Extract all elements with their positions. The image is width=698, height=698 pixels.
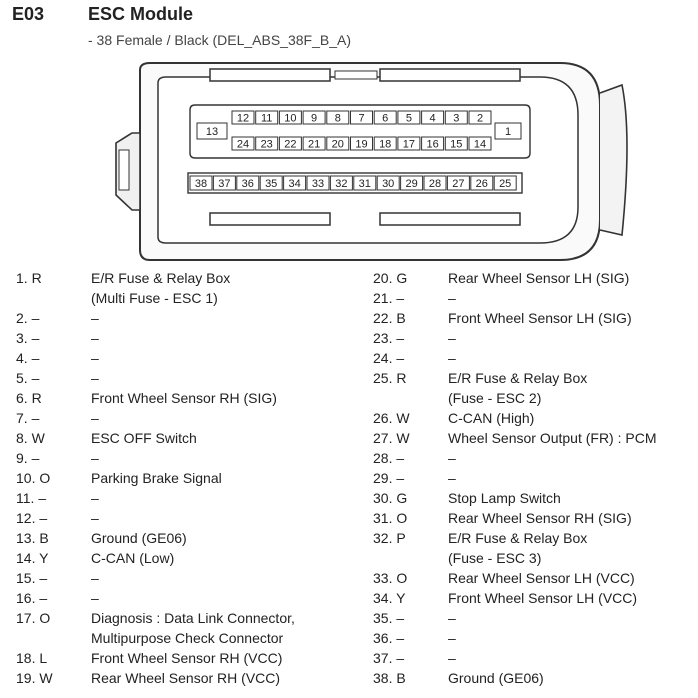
pin-number: 7. – <box>16 410 40 426</box>
pin-26-label: 26 <box>475 178 488 190</box>
pin-number: 13. B <box>16 530 49 546</box>
pin-38-label: 38 <box>194 178 208 190</box>
pin-description: Rear Wheel Sensor RH (SIG) <box>448 510 632 526</box>
pin-2-label: 2 <box>476 112 484 125</box>
right-latch <box>600 85 627 235</box>
pin-number: 36. – <box>373 630 405 646</box>
pin-number: 1. R <box>16 270 42 286</box>
pin-description: – <box>91 370 99 386</box>
pin-number: 22. B <box>373 310 406 326</box>
pin-description: Rear Wheel Sensor LH (SIG) <box>448 270 630 286</box>
pin-3-label: 3 <box>453 112 460 125</box>
pin-number: 24. – <box>373 350 405 366</box>
pin-number: 34. Y <box>373 590 406 606</box>
top-lock-right <box>380 69 520 81</box>
pin-description: – <box>448 630 456 646</box>
pin-number: 4. – <box>16 350 40 366</box>
pin-description: – <box>91 490 99 506</box>
pin-description: Front Wheel Sensor RH (VCC) <box>91 650 283 666</box>
pin-4-label: 4 <box>429 112 436 125</box>
pin-30-label: 30 <box>382 178 395 190</box>
pin-description: Rear Wheel Sensor LH (VCC) <box>448 570 635 586</box>
pin-number: 20. G <box>373 270 408 286</box>
pin-number: 12. – <box>16 510 48 526</box>
pin-16-label: 16 <box>426 138 439 151</box>
pin-description: – <box>91 450 99 466</box>
pin-number: 23. – <box>373 330 405 346</box>
pin-36-label: 36 <box>241 178 254 190</box>
pin-32-label: 32 <box>335 178 348 190</box>
pin-description: Front Wheel Sensor LH (SIG) <box>448 310 632 326</box>
pin-18-label: 18 <box>379 138 392 151</box>
pin-1-label: 1 <box>504 126 512 138</box>
pin-15-label: 15 <box>450 138 463 151</box>
pin-description: E/R Fuse & Relay Box <box>448 530 588 546</box>
pin-8-label: 8 <box>334 112 341 125</box>
pin-description: – <box>448 650 456 666</box>
pin-description: Wheel Sensor Output (FR) : PCM <box>448 430 657 446</box>
pin-description: – <box>448 450 456 466</box>
bottom-lock-right <box>380 213 520 225</box>
pin-number: 16. – <box>16 590 48 606</box>
pin-number: 14. Y <box>16 550 49 566</box>
pin-description: – <box>91 570 99 586</box>
pin-description: – <box>448 350 456 366</box>
pin-19-label: 19 <box>355 138 368 151</box>
pin-23-label: 23 <box>260 138 273 151</box>
pin-description: Front Wheel Sensor LH (VCC) <box>448 590 638 606</box>
pin-34-label: 34 <box>288 178 301 190</box>
pin-description: E/R Fuse & Relay Box <box>91 270 231 286</box>
pin-description: – <box>448 330 456 346</box>
pin-description: Stop Lamp Switch <box>448 490 561 506</box>
pin-number: 9. – <box>16 450 40 466</box>
pin-27-label: 27 <box>452 178 465 190</box>
pin-number: 30. G <box>373 490 408 506</box>
pin-10-label: 10 <box>284 112 297 125</box>
pin-description: (Multi Fuse - ESC 1) <box>91 290 218 306</box>
pin-description: E/R Fuse & Relay Box <box>448 370 588 386</box>
pin-7-label: 7 <box>358 112 365 125</box>
pin-number: 29. – <box>373 470 405 486</box>
pin-number: 18. L <box>16 650 48 666</box>
pin-number: 21. – <box>373 290 405 306</box>
pin-17-label: 17 <box>402 138 416 151</box>
pin-33-label: 33 <box>311 178 325 190</box>
pin-number: 11. – <box>16 490 47 506</box>
pin-25-label: 25 <box>499 178 512 190</box>
bottom-lock-left <box>210 213 330 225</box>
pin-description: (Fuse - ESC 3) <box>448 550 542 566</box>
pin-20-label: 20 <box>331 138 344 151</box>
pin-number: 35. – <box>373 610 405 626</box>
pin-description: – <box>91 590 99 606</box>
pin-description: Rear Wheel Sensor RH (VCC) <box>91 670 281 686</box>
pin-14-label: 14 <box>473 138 487 151</box>
pin-number: 17. O <box>16 610 51 626</box>
pin-description: Ground (GE06) <box>448 670 544 686</box>
pin-description: – <box>448 610 456 626</box>
pin-description: Front Wheel Sensor RH (SIG) <box>91 390 277 406</box>
pin-number: 25. R <box>373 370 407 386</box>
top-lock-left <box>210 69 330 81</box>
pin-number: 15. – <box>16 570 48 586</box>
pin-description: – <box>91 310 99 326</box>
pin-number: 33. O <box>373 570 408 586</box>
connector-subtitle: - 38 Female / Black (DEL_ABS_38F_B_A) <box>88 32 352 48</box>
pin-number: 6. R <box>16 390 42 406</box>
pin-description: C-CAN (Low) <box>91 550 175 566</box>
pin-number: 2. – <box>16 310 40 326</box>
pin-description: – <box>91 510 99 526</box>
pin-description: Ground (GE06) <box>91 530 187 546</box>
pin-5-label: 5 <box>405 112 412 125</box>
pin-number: 26. W <box>373 410 410 426</box>
pin-description: – <box>91 410 99 426</box>
pin-description: (Fuse - ESC 2) <box>448 390 542 406</box>
pin-22-label: 22 <box>284 138 297 151</box>
pin-11-label: 11 <box>260 112 273 125</box>
pin-31-label: 31 <box>358 178 371 190</box>
pin-number: 10. O <box>16 470 51 486</box>
pin-37-label: 37 <box>218 178 231 190</box>
connector-code: E03 <box>12 4 45 24</box>
pin-13-label: 13 <box>205 126 219 138</box>
pin-9-label: 9 <box>311 112 318 125</box>
pin-number: 5. – <box>16 370 40 386</box>
pin-35-label: 35 <box>265 178 278 190</box>
pin-number: 19. W <box>16 670 53 686</box>
pin-description: ESC OFF Switch <box>91 430 197 446</box>
pin-28-label: 28 <box>428 178 442 190</box>
pin-number: 8. W <box>16 430 45 446</box>
connector-diagram <box>0 55 698 265</box>
pin-number: 38. B <box>373 670 406 686</box>
pin-description: – <box>448 290 456 306</box>
pin-12-label: 12 <box>236 112 250 125</box>
pin-number: 27. W <box>373 430 410 446</box>
pin-description: Diagnosis : Data Link Connector, <box>91 610 295 626</box>
pin-number: 32. P <box>373 530 406 546</box>
pin-description: Multipurpose Check Connector <box>91 630 284 646</box>
pin-list <box>0 268 698 698</box>
pin-29-label: 29 <box>405 178 418 190</box>
pin-21-label: 21 <box>307 138 321 151</box>
pin-number: 28. – <box>373 450 405 466</box>
pin-24-label: 24 <box>236 138 250 151</box>
pin-description: – <box>448 470 456 486</box>
pin-number: 31. O <box>373 510 408 526</box>
pin-description: – <box>91 350 99 366</box>
pin-description: – <box>91 330 99 346</box>
pin-description: C-CAN (High) <box>448 410 535 426</box>
pin-description: Parking Brake Signal <box>91 470 222 486</box>
pin-number: 3. – <box>16 330 40 346</box>
pin-number: 37. – <box>373 650 405 666</box>
page-title: ESC Module <box>88 4 194 24</box>
pin-6-label: 6 <box>382 112 389 125</box>
